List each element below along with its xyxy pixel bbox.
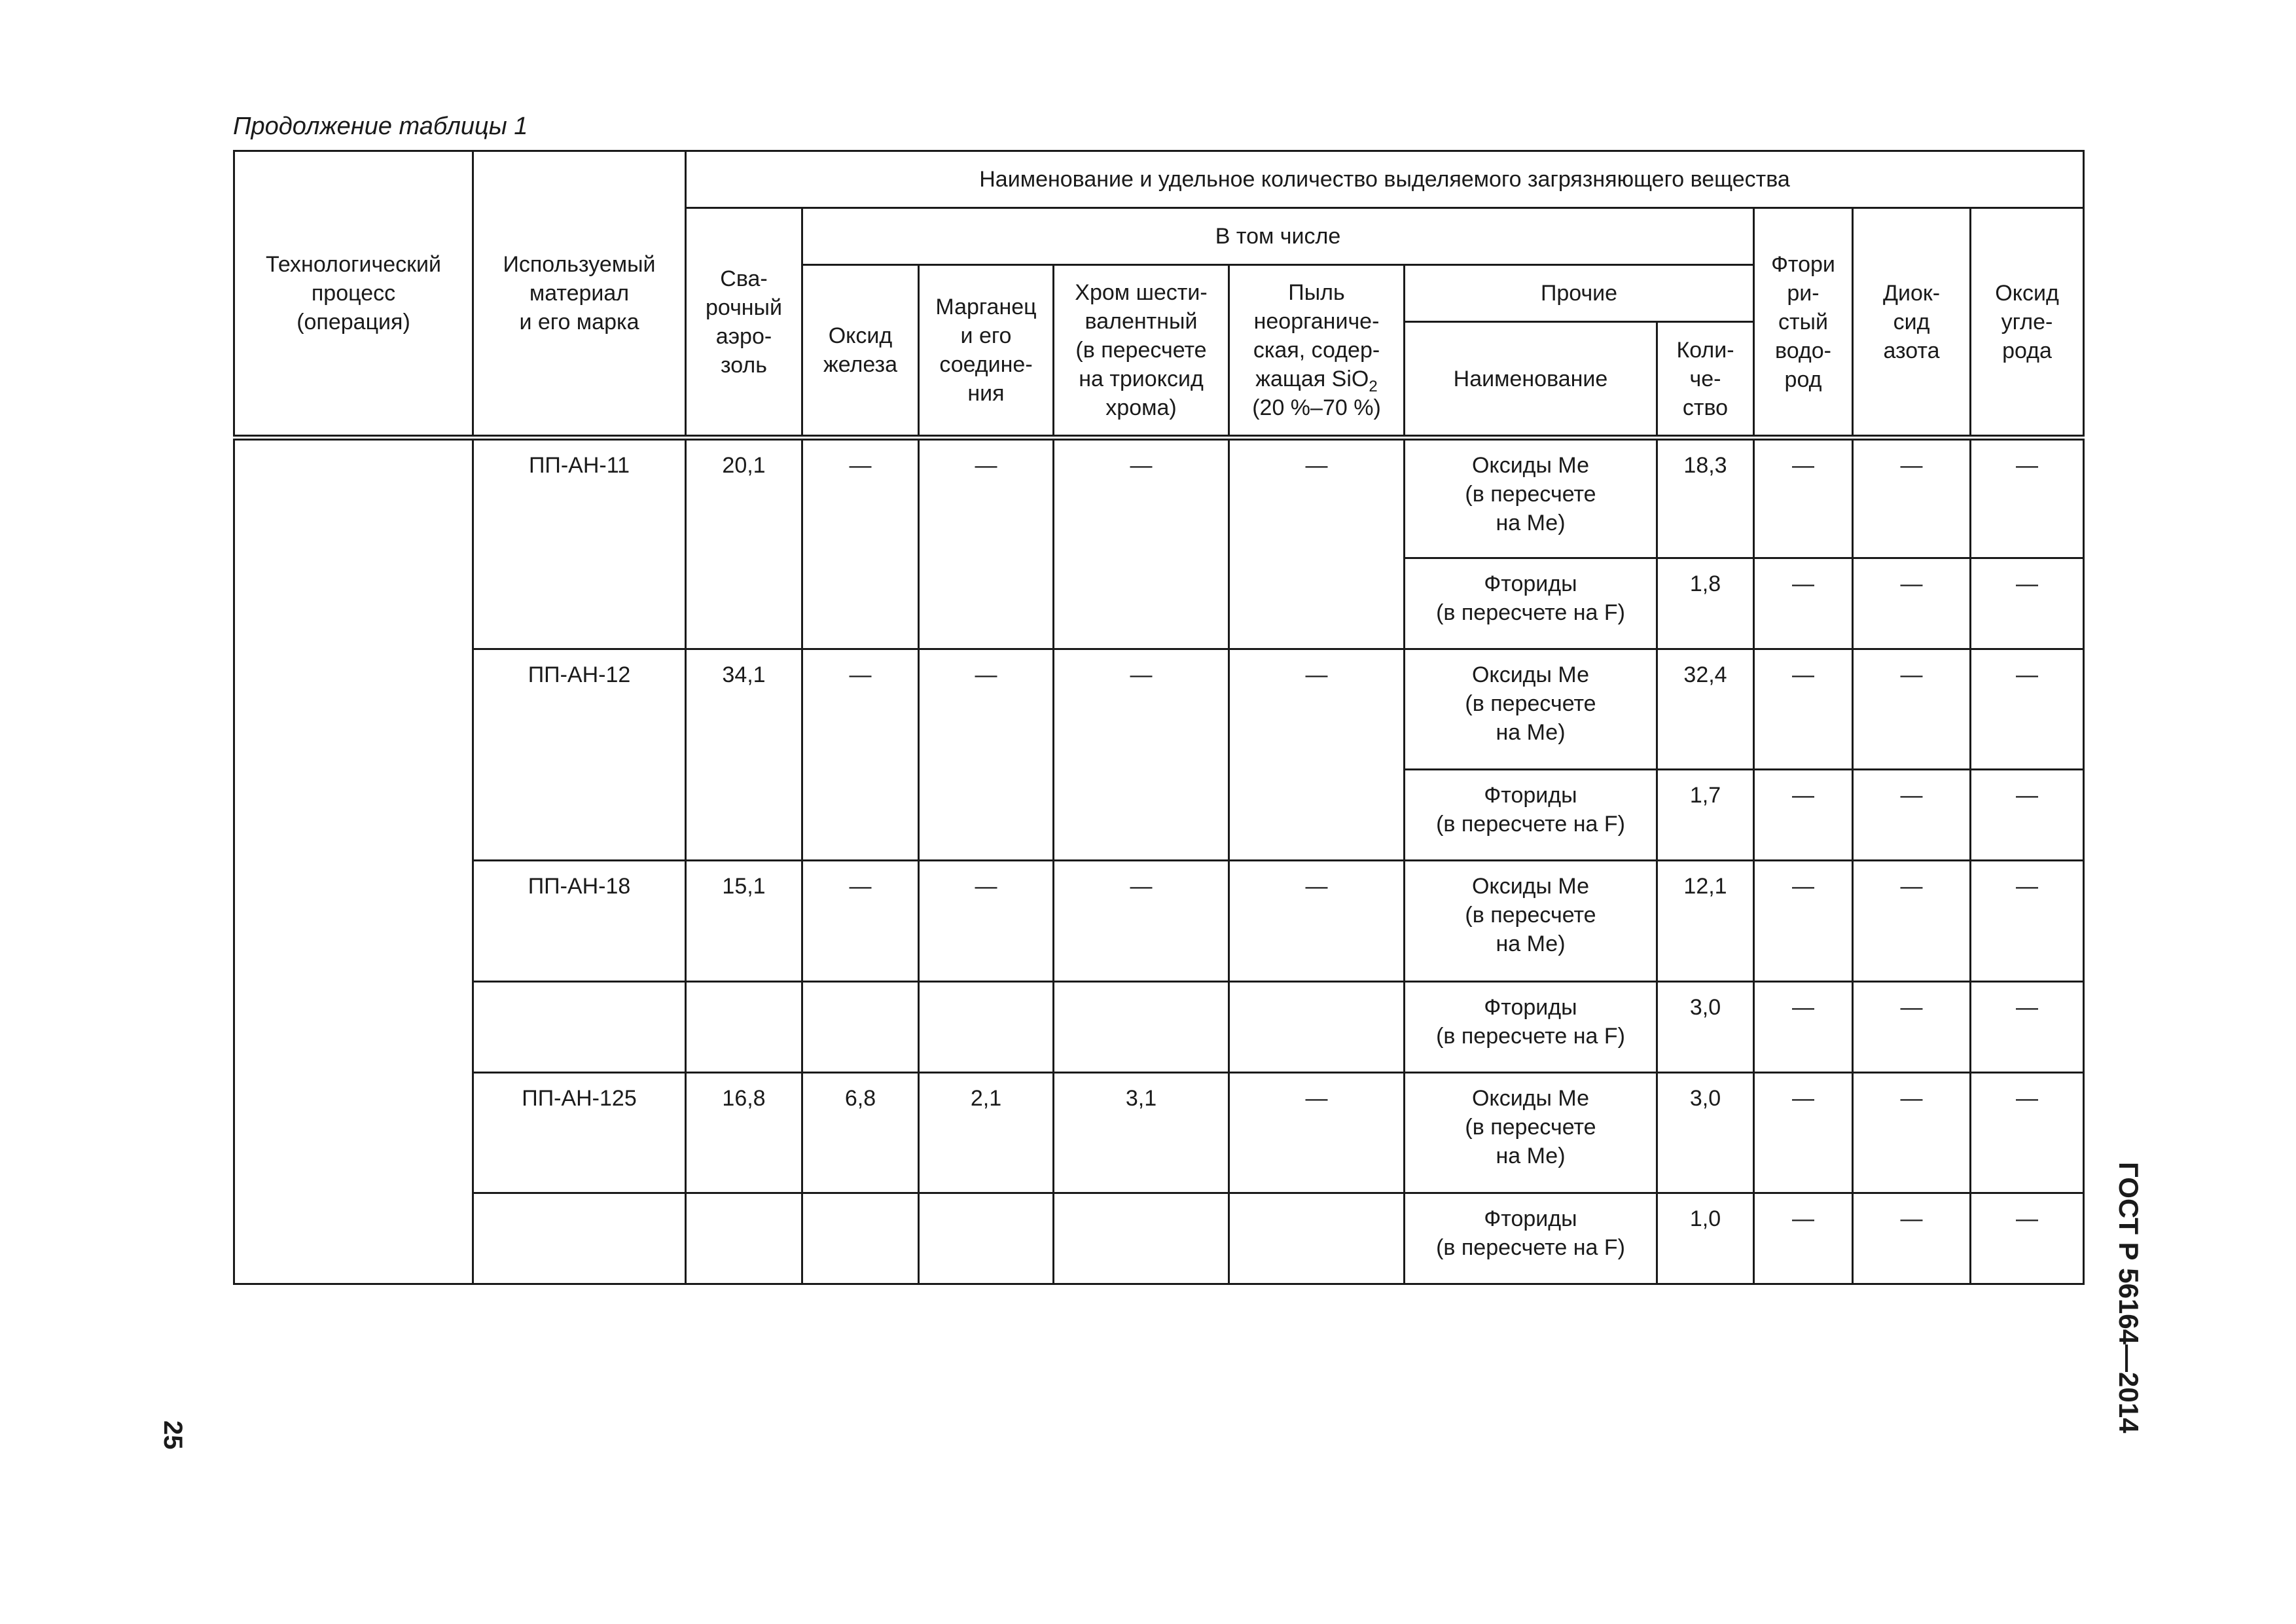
other-name-cell: Оксиды Ме (в пересчете на Ме) — [1405, 1072, 1657, 1193]
other-quantity-cell: 12,1 — [1657, 861, 1754, 981]
hydrogen-fluoride-cell: — — [1754, 438, 1853, 558]
manganese-cell — [919, 981, 1054, 1072]
hydrogen-fluoride-cell: — — [1754, 649, 1853, 770]
nitrogen-dioxide-cell: — — [1853, 981, 1971, 1072]
header-inorganic-dust — [1229, 265, 1405, 438]
carbon-oxide-cell: — — [1971, 649, 2084, 770]
table-row — [234, 861, 2084, 981]
chromium-cell: — — [1054, 438, 1229, 649]
dust-subscript: 2 — [1369, 377, 1378, 395]
header-nitrogen-dioxide: Диок- сид азота — [1853, 208, 1971, 438]
table-row — [234, 1193, 2084, 1284]
chromium-cell: 3,1 — [1054, 1072, 1229, 1193]
other-name-cell: Фториды (в пересчете на F) — [1405, 1193, 1657, 1284]
manganese-cell — [919, 1193, 1054, 1284]
material-cell — [473, 981, 686, 1072]
hydrogen-fluoride-cell: — — [1754, 558, 1853, 649]
other-name-cell: Оксиды Ме (в пересчете на Ме) — [1405, 438, 1657, 558]
material-cell: ПП-АН-125 — [473, 1072, 686, 1193]
header-hydrogen-fluoride: Фтори ри- стый водо- род — [1754, 208, 1853, 438]
document-id: ГОСТ Р 56164—2014 — [2113, 1162, 2144, 1434]
other-name-cell: Оксиды Ме (в пересчете на Ме) — [1405, 649, 1657, 770]
dust-cell: — — [1229, 649, 1405, 861]
chromium-cell: — — [1054, 861, 1229, 981]
carbon-oxide-cell: — — [1971, 861, 2084, 981]
process-cell — [234, 438, 473, 1284]
hydrogen-fluoride-cell: — — [1754, 981, 1853, 1072]
carbon-oxide-cell: — — [1971, 1072, 2084, 1193]
header-welding-aerosol: Сва- рочный аэро- золь — [686, 208, 802, 438]
nitrogen-dioxide-cell: — — [1853, 861, 1971, 981]
aerosol-cell: 15,1 — [686, 861, 802, 981]
emissions-table — [233, 150, 2085, 1285]
carbon-oxide-cell: — — [1971, 1193, 2084, 1284]
header-chromium: Хром шести- валентный (в пересчете на триоксид хрома) — [1054, 265, 1229, 438]
other-name-cell: Оксиды Ме (в пересчете на Ме) — [1405, 861, 1657, 981]
iron-oxide-cell — [802, 1193, 919, 1284]
aerosol-cell — [686, 981, 802, 1072]
aerosol-cell — [686, 1193, 802, 1284]
hydrogen-fluoride-cell: — — [1754, 861, 1853, 981]
other-name-cell: Фториды (в пересчете на F) — [1405, 558, 1657, 649]
dust-cell — [1229, 981, 1405, 1072]
nitrogen-dioxide-cell: — — [1853, 649, 1971, 770]
other-name-cell: Фториды (в пересчете на F) — [1405, 981, 1657, 1072]
other-name-cell: Фториды (в пересчете на F) — [1405, 770, 1657, 861]
aerosol-cell: 20,1 — [686, 438, 802, 649]
nitrogen-dioxide-cell: — — [1853, 770, 1971, 861]
material-cell: ПП-АН-18 — [473, 861, 686, 981]
table-row — [234, 981, 2084, 1072]
chromium-cell — [1054, 1193, 1229, 1284]
dust-cell: — — [1229, 861, 1405, 981]
header-other-quantity: Коли- че- ство — [1657, 322, 1754, 438]
nitrogen-dioxide-cell: — — [1853, 558, 1971, 649]
other-quantity-cell: 3,0 — [1657, 1072, 1754, 1193]
table-row — [234, 438, 2084, 558]
page-number: 25 — [158, 1420, 187, 1450]
other-quantity-cell: 18,3 — [1657, 438, 1754, 558]
aerosol-cell: 16,8 — [686, 1072, 802, 1193]
manganese-cell: — — [919, 861, 1054, 981]
iron-oxide-cell: — — [802, 438, 919, 649]
manganese-cell: 2,1 — [919, 1072, 1054, 1193]
other-quantity-cell: 1,8 — [1657, 558, 1754, 649]
iron-oxide-cell: — — [802, 649, 919, 861]
iron-oxide-cell: 6,8 — [802, 1072, 919, 1193]
header-pollutant-group: Наименование и удельное количество выделяемого загрязняющего вещества — [686, 151, 2084, 208]
chromium-cell — [1054, 981, 1229, 1072]
other-quantity-cell: 32,4 — [1657, 649, 1754, 770]
other-quantity-cell: 3,0 — [1657, 981, 1754, 1072]
hydrogen-fluoride-cell: — — [1754, 1193, 1853, 1284]
carbon-oxide-cell: — — [1971, 981, 2084, 1072]
material-cell: ПП-АН-12 — [473, 649, 686, 861]
nitrogen-dioxide-cell: — — [1853, 1193, 1971, 1284]
dust-label: Пыль неорганиче- ская, содер- жащая SiO — [1253, 280, 1380, 391]
dust-cell — [1229, 1193, 1405, 1284]
hydrogen-fluoride-cell: — — [1754, 1072, 1853, 1193]
nitrogen-dioxide-cell: — — [1853, 438, 1971, 558]
carbon-oxide-cell: — — [1971, 558, 2084, 649]
table-row — [234, 1072, 2084, 1193]
hydrogen-fluoride-cell: — — [1754, 770, 1853, 861]
manganese-cell: — — [919, 438, 1054, 649]
nitrogen-dioxide-cell: — — [1853, 1072, 1971, 1193]
header-material: Используемый материал и его марка — [473, 151, 686, 438]
header-manganese: Марганец и его соедине- ния — [919, 265, 1054, 438]
carbon-oxide-cell: — — [1971, 770, 2084, 861]
table-caption: Продолжение таблицы 1 — [233, 113, 528, 140]
dust-range: (20 %–70 %) — [1252, 395, 1381, 420]
manganese-cell: — — [919, 649, 1054, 861]
table-row — [234, 649, 2084, 770]
chromium-cell: — — [1054, 649, 1229, 861]
other-quantity-cell: 1,7 — [1657, 770, 1754, 861]
dust-cell: — — [1229, 1072, 1405, 1193]
header-including: В том числе — [802, 208, 1754, 265]
header-carbon-oxide: Оксид угле- рода — [1971, 208, 2084, 438]
other-quantity-cell: 1,0 — [1657, 1193, 1754, 1284]
header-other: Прочие — [1405, 265, 1754, 322]
header-iron-oxide: Оксид железа — [802, 265, 919, 438]
carbon-oxide-cell: — — [1971, 438, 2084, 558]
header-other-name: Наименование — [1405, 322, 1657, 438]
material-cell: ПП-АН-11 — [473, 438, 686, 649]
aerosol-cell: 34,1 — [686, 649, 802, 861]
dust-cell: — — [1229, 438, 1405, 649]
iron-oxide-cell — [802, 981, 919, 1072]
iron-oxide-cell: — — [802, 861, 919, 981]
header-process: Технологический процесс (операция) — [234, 151, 473, 438]
material-cell — [473, 1193, 686, 1284]
